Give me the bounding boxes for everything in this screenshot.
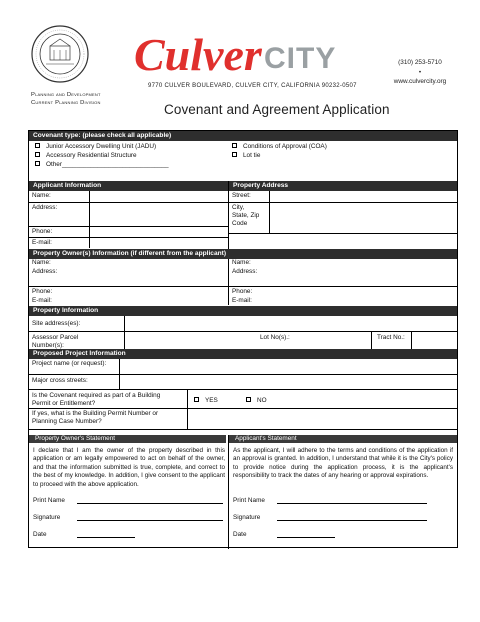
checkbox-icon (35, 161, 40, 166)
website-link[interactable]: www.culvercity.org (393, 78, 447, 85)
covenant-required-question (29, 392, 160, 408)
project-name-label: Project name (or request): (32, 360, 107, 367)
field-line (77, 532, 135, 538)
code-line: Code (232, 220, 248, 227)
checkbox-icon (232, 143, 237, 148)
owner-signature-field[interactable] (33, 514, 223, 521)
checkbox-label: Other______________________________ (46, 161, 169, 168)
applicant-info-heading: Applicant Information (29, 181, 228, 191)
divider (29, 286, 457, 287)
field-label: Print Name (233, 497, 265, 504)
checkbox-icon (35, 152, 40, 157)
field-label: Print Name (33, 497, 65, 504)
question-line-2: Permit or Entitlement? (32, 400, 96, 407)
field-line (77, 498, 223, 504)
apn-label (29, 334, 78, 350)
tract-number-label: Tract No.: (377, 334, 405, 341)
applicant-name-label: Name: (32, 192, 51, 199)
covenant-type-heading: Covenant type: (please check all applicable) (29, 131, 457, 141)
divider (229, 233, 457, 234)
owner-email-label: E-mail: (32, 297, 52, 304)
owner-statement-heading: Property Owner's Statement (29, 435, 226, 443)
owner-phone-label: Phone: (32, 288, 53, 295)
field-line (277, 532, 335, 538)
owner-address-label: Address: (32, 268, 58, 275)
checkbox-no[interactable] (246, 397, 267, 405)
checkbox-lot-tie[interactable] (232, 152, 260, 160)
apn-line-2: Number(s): (32, 342, 64, 349)
field-label: Date (33, 531, 47, 538)
project-info-heading: Proposed Project Information (29, 349, 457, 359)
divider (29, 389, 457, 390)
checkbox-other[interactable] (35, 161, 169, 169)
applicant-email-label: E-mail: (32, 239, 52, 246)
property-info-heading: Property Information (29, 306, 457, 316)
divider (89, 191, 90, 202)
city-line: City, (232, 204, 245, 211)
applicant-statement-heading: Applicant's Statement (229, 435, 457, 443)
divider (29, 202, 228, 203)
field-label: Signature (233, 514, 261, 521)
department-line-1: Planning and Development (31, 92, 101, 98)
applicant-print-name-field[interactable] (233, 497, 427, 504)
checkbox-label: Conditions of Approval (COA) (243, 143, 327, 150)
apn-line-1: Assessor Parcel (32, 334, 79, 341)
field-label: Signature (33, 514, 61, 521)
field-line (277, 498, 427, 504)
checkbox-label: Junior Accessory Dwelling Unit (JADU) (46, 143, 157, 150)
checkbox-label: NO (257, 397, 267, 404)
checkbox-icon (35, 143, 40, 148)
field-line (77, 515, 223, 521)
checkbox-label: YES (205, 397, 218, 404)
checkbox-icon (246, 397, 251, 402)
checkbox-icon (194, 397, 199, 402)
question-line-1: If yes, what is the Building Permit Number or (32, 410, 159, 417)
checkbox-label: Lot tie (243, 152, 261, 159)
department-name (31, 91, 101, 107)
field-line (277, 515, 427, 521)
owner-name-label-right: Name: (232, 259, 251, 266)
divider (371, 331, 372, 349)
property-address-heading: Property Address (229, 181, 457, 191)
owner-email-label-right: E-mail: (232, 297, 252, 304)
culver-city-logo (134, 22, 364, 82)
logo-word-city: CITY (264, 42, 337, 75)
phone-number: (310) 253-5710 (398, 59, 442, 66)
applicant-phone-label: Phone: (32, 228, 53, 235)
checkbox-icon (232, 152, 237, 157)
application-form (28, 130, 458, 548)
divider (29, 331, 457, 332)
divider (29, 226, 228, 227)
checkbox-label: Accessory Residential Structure (46, 152, 137, 159)
applicant-address-label: Address: (32, 204, 58, 211)
owner-info-heading: Property Owner(s) Information (if different from the applicant) (29, 249, 457, 259)
checkbox-jadu[interactable] (35, 143, 156, 151)
divider (29, 237, 228, 238)
divider (29, 429, 457, 430)
owner-print-name-field[interactable] (33, 497, 223, 504)
property-city-label (229, 204, 259, 228)
divider (89, 202, 90, 226)
applicant-signature-field[interactable] (233, 514, 427, 521)
lot-number-label: Lot No(s).: (260, 334, 290, 341)
state-line: State, Zip (232, 212, 260, 219)
divider (269, 191, 270, 233)
applicant-statement-text: As the applicant, I will adhere to the terms and conditions of the application if an approval is granted. In addition, I understand that while it is the City's policy to provide notice during the application process, it is the applicant's responsibility to track the dates of any hearing or approval expirations. (233, 447, 453, 480)
divider (229, 202, 457, 203)
divider (228, 435, 229, 549)
contact-info (370, 58, 470, 87)
logo-word-culver: Culver (134, 29, 262, 80)
checkbox-yes[interactable] (194, 397, 218, 405)
owner-address-label-right: Address: (232, 268, 258, 275)
cross-streets-label: Major cross streets: (32, 377, 88, 384)
divider (29, 408, 457, 409)
checkbox-coa[interactable] (232, 143, 327, 151)
site-address-label: Site address(es): (32, 320, 81, 327)
owner-phone-label-right: Phone: (232, 288, 253, 295)
owner-statement-text: I declare that I am the owner of the property described in this application or am legally empowered to act on behalf of the owner, and that the information submitted is true, complete, and correct to the best of my knowledge. In addition, I give consent to the applicant to proceed with the above application. (33, 447, 225, 488)
contact-bullet: • (418, 68, 422, 76)
applicant-date-field[interactable] (233, 531, 335, 538)
checkbox-accessory-structure[interactable] (35, 152, 137, 160)
field-label: Date (233, 531, 247, 538)
city-address: 9770 CULVER BOULEVARD, CULVER CITY, CALIFORNIA 90232-0507 (148, 83, 357, 89)
city-seal-icon (30, 24, 90, 84)
divider (124, 316, 125, 349)
owner-name-label: Name: (32, 259, 51, 266)
divider (411, 331, 412, 349)
divider (187, 389, 188, 429)
permit-number-question (29, 410, 158, 426)
question-line-1: Is the Covenant required as part of a Building (32, 392, 161, 399)
property-street-label: Street: (232, 192, 251, 199)
owner-date-field[interactable] (33, 531, 135, 538)
form-title: Covenant and Agreement Application (164, 102, 390, 117)
department-line-2: Current Planning Division (31, 100, 101, 106)
question-line-2: Planning Case Number? (32, 418, 102, 425)
divider (29, 374, 457, 375)
